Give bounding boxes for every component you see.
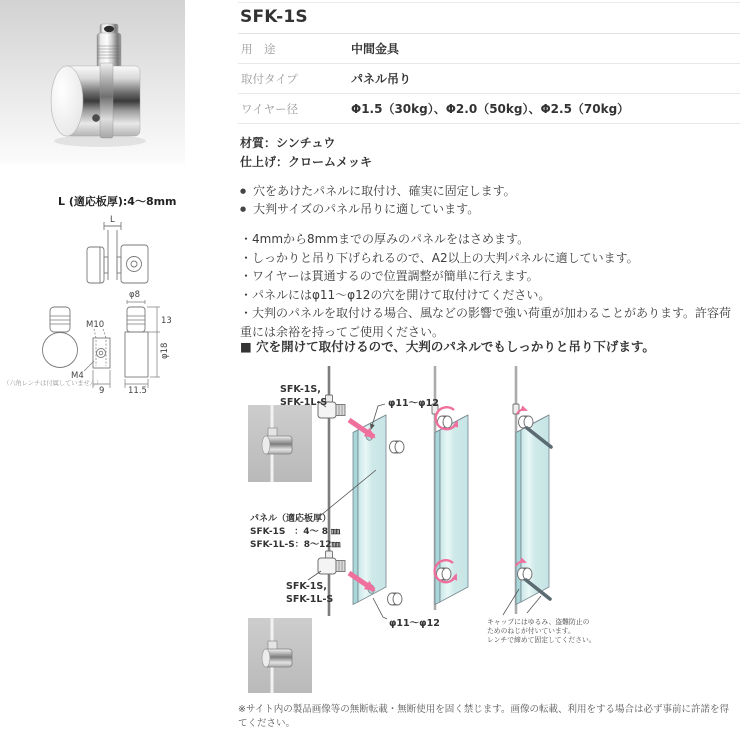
dim-phi8: φ8 (129, 290, 141, 300)
copyright-footer: ※サイト内の製品画像等の無断転載・無断使用を固く禁じます。画像の転載、利用をする場合は必ず事前に許諾を得てください。 (238, 704, 730, 729)
spec-label: 用 途 (241, 41, 276, 56)
dim-11_5: 11.5 (128, 386, 147, 396)
cap-note-line-2: ためのねじが付いています。 (487, 627, 575, 635)
panel-label-2: SFK-1S ：4～ 8 ㎜ (250, 527, 341, 537)
cap-note (487, 617, 596, 644)
spec-table (238, 33, 740, 124)
note-item: ・4mmから8mmまでの厚みのパネルをはさめます。 (240, 232, 530, 246)
hole-label-bottom: φ11～φ12 (389, 618, 440, 629)
panel-label-1: パネル（適応板厚） (250, 514, 332, 524)
fitting-bottom (318, 551, 345, 574)
materials-block (240, 134, 372, 171)
material-line: 材質：シンチュウ (240, 136, 336, 150)
feature-item: ● 穴をあけたパネルに取付け、確実に固定します。 (240, 182, 516, 200)
cap-floating-top (390, 441, 405, 453)
cap-tighten-top (519, 416, 534, 428)
note-item: ・しっかりと吊り下げられるので、A2以上の大判パネルに適しています。 (240, 250, 639, 265)
spec-value: 中間金具 (351, 42, 400, 56)
installation-diagram (238, 358, 598, 693)
dim-9: 9 (99, 386, 105, 396)
leader-lines (308, 401, 541, 619)
inset-photo-bottom (248, 618, 312, 693)
dim-13: 13 (161, 316, 172, 326)
spec-label: 取付タイプ (241, 71, 298, 86)
feature-item: ● 大判サイズのパネル吊りに適しています。 (240, 200, 516, 218)
notes-list (240, 230, 740, 342)
cap-note-line-3: レンチで締めて固定してください。 (487, 636, 596, 644)
product-photo (0, 0, 185, 165)
cap-floating-bottom (388, 593, 403, 605)
spec-row-use (238, 34, 740, 64)
page-title: SFK-1S (240, 7, 308, 27)
spec-value: Φ1.5（30kg）、Φ2.0（50kg）、Φ2.5（70kg） (351, 102, 630, 116)
feature-list (240, 182, 516, 218)
section-heading: ■ 穴を開けて取付けるので、大判のパネルでもしっかりと吊り下げます。 (240, 339, 655, 354)
spec-row-mount-type (238, 64, 740, 94)
spec-row-wire-diameter (238, 94, 740, 124)
finish-line: 仕上げ：クロームメッキ (240, 154, 373, 169)
fitting-label-bottom-1: SFK-1S, (286, 581, 327, 592)
cap-note-line-1: キャップにはゆるみ、盗難防止の (487, 618, 590, 626)
inset-photo-top (248, 405, 312, 482)
thickness-caption: L (適応板厚):4～8mm (58, 195, 177, 208)
note-item: ・大判のパネルを取付ける場合、風などの影響で強い荷重が加わることがあります。許容荷重には余裕を持ってご使用ください。 (240, 306, 732, 339)
dim-L: L (110, 215, 115, 225)
spec-value: パネル吊り (351, 72, 412, 86)
drawing-footnote: （六角レンチは付属していません） (3, 379, 103, 387)
note-item: ・ワイヤーは貫通するので位置調整が簡単に行えます。 (240, 269, 539, 284)
panel-label-block (250, 512, 342, 550)
note-item: ・パネルにはφ11～φ12の穴を開けて取付けてください。 (240, 287, 551, 302)
fitting-label-top-1: SFK-1S, (280, 384, 321, 395)
hole-label-top: φ11～φ12 (388, 398, 439, 409)
panel-label-3: SFK-1L-S：8～12㎜ (250, 540, 341, 550)
dim-phi18: φ18 (160, 342, 170, 359)
fitting-label-top-2: SFK-1L-S (280, 397, 328, 408)
top-divider (238, 2, 740, 3)
technical-drawing (8, 212, 218, 397)
dim-M10: M10 (86, 320, 105, 330)
dim-M4: M4 (71, 371, 84, 381)
fitting-label-bottom-2: SFK-1L-S (286, 594, 334, 605)
cap-tighten-bottom (518, 568, 533, 580)
spec-label: ワイヤー径 (241, 101, 299, 116)
